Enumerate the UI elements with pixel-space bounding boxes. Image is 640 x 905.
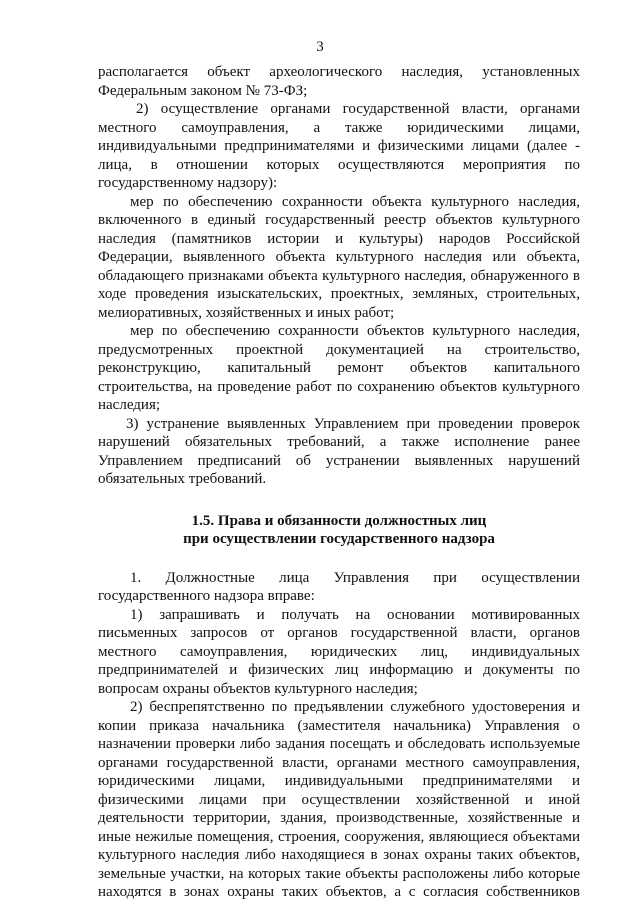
text-line: ходе проведения изыскательских, проектных, земляных, строительных, xyxy=(98,286,580,302)
text-line: деятельности территории, здания, производственные, хозяйственные и xyxy=(98,810,580,826)
section-heading-line-1: 1.5. Права и обязанности должностных лиц xyxy=(191,512,487,529)
text-line: копии приказа начальника (заместителя начальника) Управления о xyxy=(98,717,580,734)
text-line: включенного в единый государственный реестр объектов культурного xyxy=(98,212,580,228)
text-line: Федерации, выявленного объекта культурного наследия или объекта, xyxy=(98,249,580,265)
text-line: предпринимателей и физических лиц информацию и документы по xyxy=(98,662,580,678)
text-line: нарушений обязательных требований, а также исполнение ранее xyxy=(98,434,580,450)
text-line: Управлением предписаний об устранении выявленных нарушений xyxy=(98,452,580,469)
text-line: 1. Должностные лица Управления при осуществлении xyxy=(130,569,580,586)
text-line: местного самоуправления, юридических лиц, индивидуальных xyxy=(98,643,580,660)
text-line: индивидуальными предпринимателями и физическими лицами (далее - xyxy=(98,138,580,154)
text-line: государственного надзора вправе: xyxy=(98,588,315,604)
text-line: реконструкцию, капитальный ремонт объектов капитального xyxy=(98,360,580,376)
text-line: предусмотренных проектной документацией на строительство, xyxy=(98,341,580,358)
text-line: назначении проверки либо задания посещать и обследовать используемые xyxy=(98,736,580,752)
text-line: Федеральным законом № 73-ФЗ; xyxy=(98,82,308,99)
text-line: органами государственной власти, органами местного самоуправления, xyxy=(98,754,580,771)
text-line: располагается объект археологического наследия, установленных xyxy=(98,64,580,80)
text-line: местного самоуправления, а также юридическими лицами, xyxy=(98,119,580,136)
text-line: находятся в зонах охраны таких объектов, а с согласия собственников xyxy=(98,884,580,900)
text-line: мер по обеспечению сохранности объекта культурного наследия, xyxy=(130,193,580,210)
text-line: 2) осуществление органами государственной власти, органами xyxy=(136,101,580,117)
text-line: физическими лицами при осуществлении хозяйственной и иной xyxy=(98,791,580,808)
text-line: обязательных требований. xyxy=(98,471,267,487)
text-line: иные нежилые помещения, строения, сооружения, являющиеся объектами xyxy=(98,828,580,845)
text-line: земельные участки, на которых такие объекты расположены либо которые xyxy=(98,865,580,882)
text-line: строительства, на проведение работ по сохранению объектов культурного xyxy=(98,378,580,395)
text-line: письменных запросов от органов государственной власти, органов xyxy=(98,625,580,641)
text-line: юридическими лицами, индивидуальными предпринимателями и xyxy=(98,773,580,789)
text-line: наследия (памятников истории и культуры) народов Российской xyxy=(98,230,580,247)
text-line: государственному надзору): xyxy=(98,175,278,191)
text-line: обладающего признаками объекта культурного наследия, обнаруженного в xyxy=(98,267,580,284)
page-number: 3 xyxy=(316,39,324,55)
text-line: 2) беспрепятственно по предъявлении служебного удостоверения и xyxy=(130,699,580,715)
text-line: культурного наследия либо находящиеся в зонах охраны таких объектов, xyxy=(98,847,580,863)
text-line: наследия; xyxy=(98,397,161,413)
document-body xyxy=(98,63,580,902)
text-line: 3) устранение выявленных Управлением при проведении проверок xyxy=(126,415,580,432)
text-line: мер по обеспечению сохранности объектов культурного наследия, xyxy=(130,323,580,339)
text-line: 1) запрашивать и получать на основании мотивированных xyxy=(130,606,580,623)
text-line: лица, в отношении которых осуществляются мероприятия по xyxy=(98,156,580,173)
text-line: мелиоративных, хозяйственных и иных работ; xyxy=(98,304,395,321)
text-line: вопросам охраны объектов культурного наследия; xyxy=(98,680,418,697)
section-heading-line-2: при осуществлении государственного надзора xyxy=(183,531,495,547)
